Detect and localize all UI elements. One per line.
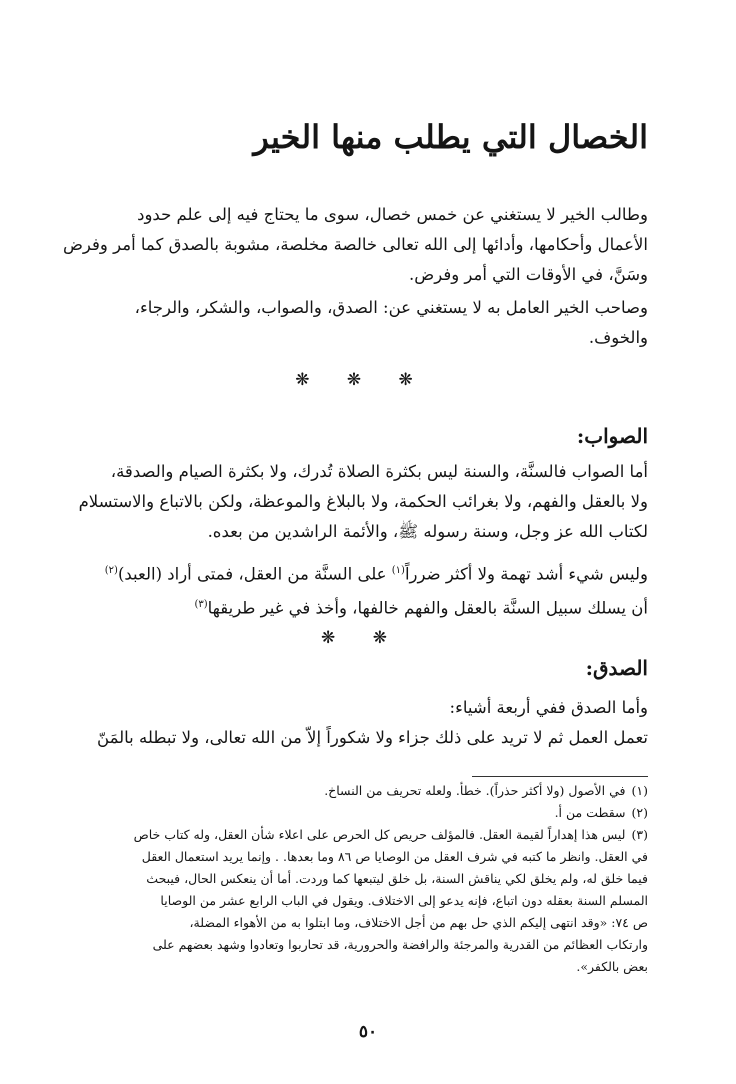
footnote-number: (٢) [631, 805, 648, 820]
footnote-divider [472, 776, 648, 777]
sawab2-text: على السنَّة من العقل، فمتى أراد (العبد) [117, 564, 387, 584]
sawab-line: أما الصواب فالسنَّة، والسنة ليس بكثرة الصلاة تُدرك، ولا بكثرة الصيام والصدقة، [110, 462, 648, 481]
companion-paragraph [60, 293, 648, 353]
star-ornament: ❋ [346, 370, 362, 390]
separator-stars [60, 628, 648, 648]
footnote-1 [60, 780, 648, 802]
sawab2-line [60, 556, 648, 590]
footnote-2 [60, 802, 648, 824]
sawab-paragraph-2 [60, 556, 648, 623]
sawab2-line [60, 590, 648, 624]
sawab-line: ولا بالعقل والفهم، ولا بغرائب الحكمة، ولا بالبلاغ والموعظة، ولكن بالاتباع والاستسلام [78, 492, 648, 511]
intro-line: وسَنَّ، في الأوقات التي أمر وفرض. [409, 265, 648, 284]
page-number: ٥٠ [358, 1022, 378, 1042]
companion-line: وصاحب الخير العامل به لا يستغني عن: الصدق، والصواب، والشكر، والرجاء، [134, 298, 648, 317]
footnote-3-line: وارتكاب العظائم من القدرية والمرجئة والرافضة والحرورية، قد تحاربوا وتعادوا وشهد بعضهم على [152, 937, 648, 952]
sidq-line: وأما الصدق ففي أربعة أشياء: [449, 698, 648, 717]
sawab-paragraph [60, 457, 648, 547]
star-ornament: ❋ [372, 628, 387, 648]
footnote-text: سقطت من أ. [554, 805, 626, 820]
sidq-line: تعمل العمل ثم لا تريد على ذلك جزاء ولا شكوراً إلاّ من الله تعالى، ولا تبطله بالمَنّ [97, 728, 648, 747]
footnote-number: (٣) [631, 827, 648, 842]
intro-paragraph [60, 200, 648, 290]
sawab2-text: أن يسلك سبيل السنَّة بالعقل والفهم خالفها، وأخذ في غير طريقها [207, 598, 648, 617]
footnote-3-line: ص ٧٤: «وقد انتهى إليكم الذي حل بهم من أجل الاختلاف، وما ابتلوا به من الأهواء المضلة، [189, 915, 648, 930]
star-ornament: ❋ [321, 628, 336, 648]
footnotes [60, 780, 648, 978]
star-ornament: ❋ [295, 370, 310, 390]
footnote-ref[interactable]: (٢) [104, 565, 118, 576]
footnote-3-line: بعض بالكفر». [576, 959, 648, 974]
footnote-text: في الأصول (ولا أكثر حذراً). خطأ. ولعله تحريف من النساخ. [324, 783, 626, 798]
footnote-3-line: فيما خلق له، ولم يخلق لكي يناقش السنة، بل خلق ليتبعها كما وردت. أما أن ينعكس الحال، فيبحث [146, 871, 648, 886]
footnote-text: ليس هذا إهداراً لقيمة العقل. فالمؤلف حريص كل الحرص على اعلاء شأن العقل، وله كتاب خاص [133, 827, 626, 842]
separator-stars [60, 370, 648, 390]
section-heading-sidq: الصدق: [585, 656, 648, 680]
section-heading-sawab: الصواب: [576, 424, 648, 448]
footnote-3-line: المسلم السنة بعقله دون اتباع، فإنه يدعو إلى الاختلاف. ويقول في الباب الرابع عشر من الوصايا [160, 893, 648, 908]
intro-line: الأعمال وأحكامها، وأدائها إلى الله تعالى خالصة مخلصة، مشوبة بالصدق كما أمر وفرض [62, 235, 648, 254]
intro-line: وطالب الخير لا يستغني عن خمس خصال، سوى ما يحتاج فيه إلى علم حدود [137, 205, 648, 224]
sawab2-text: وليس شيء أشد تهمة ولا أكثر ضرراً [404, 564, 648, 584]
footnote-3-line: في العقل. وانظر ما كتبه في شرف العقل من الوصايا ص ٨٦ وما بعدها. . وإنما يريد استعمال العقل [141, 849, 648, 864]
sawab-line: لكتاب الله عز وجل، وسنة رسوله ﷺ، والأئمة الراشدين من بعده. [207, 522, 648, 541]
footnote-number: (١) [631, 783, 648, 798]
companion-line: والخوف. [588, 328, 648, 347]
footnote-3 [60, 824, 648, 846]
star-ornament: ❋ [398, 370, 413, 390]
page-title: الخصال التي يطلب منها الخير [253, 118, 648, 156]
footnote-ref[interactable]: (١) [391, 565, 405, 576]
footnote-ref[interactable]: (٣) [194, 598, 208, 610]
sidq-paragraph [60, 693, 648, 753]
